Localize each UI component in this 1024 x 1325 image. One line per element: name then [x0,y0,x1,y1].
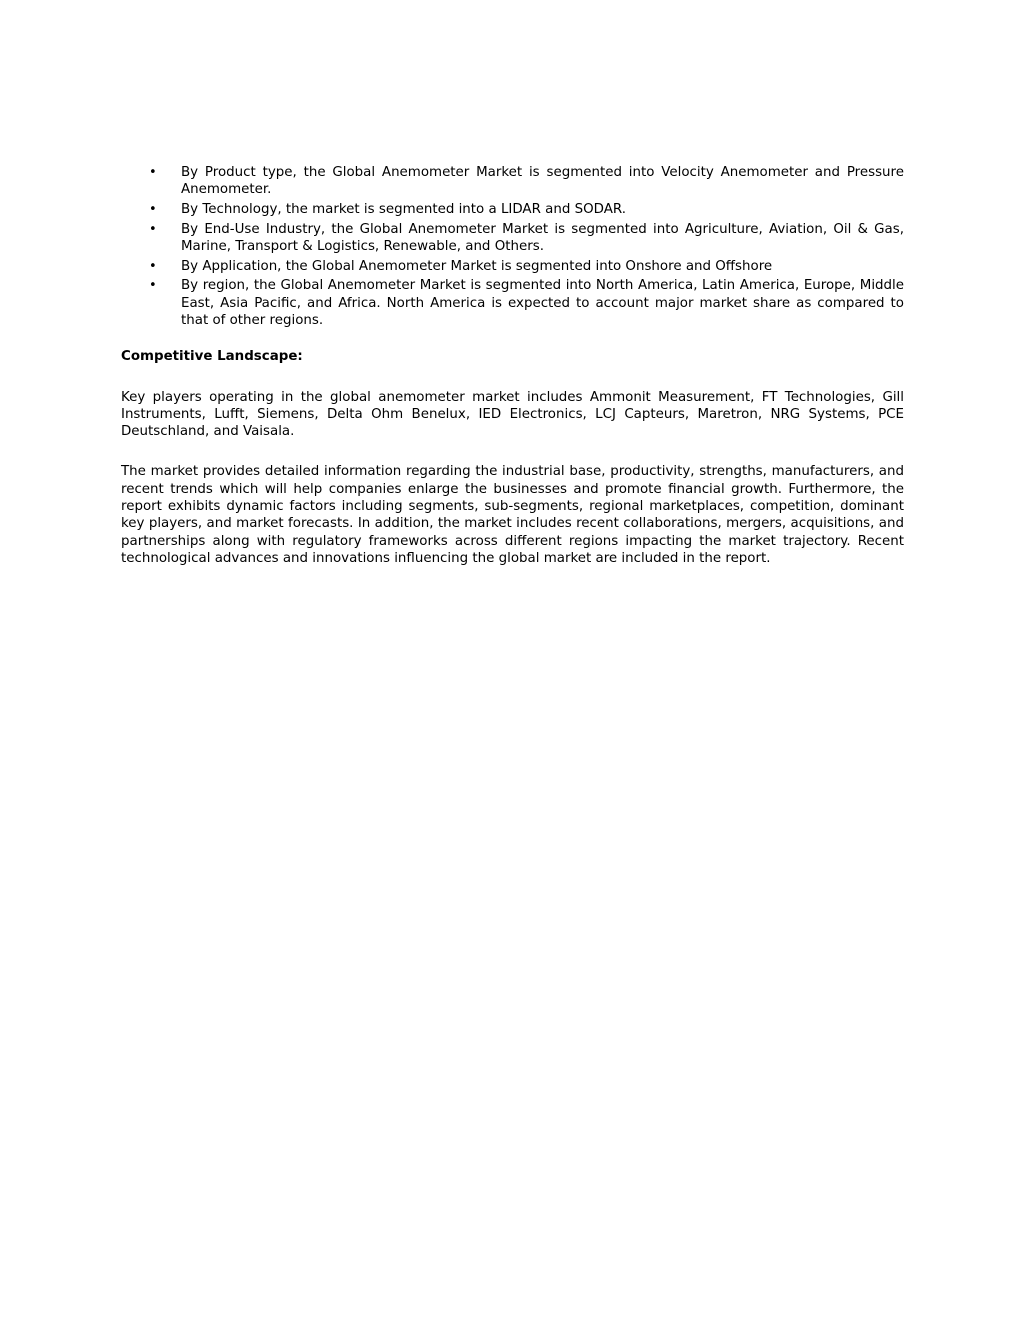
list-item-text: By region, the Global Anemometer Market is segmented into North America, Latin America, Europe, Middle East, Asia Pacific, and Africa. North America is expected to account major market share as compared to that of other regions. [181,278,904,328]
list-item-text: By Product type, the Global Anemometer Market is segmented into Velocity Anemometer and Pressure Anemometer. [181,165,904,198]
bullet-icon: • [149,165,157,180]
bullet-icon: • [149,278,157,294]
market-overview-paragraph: The market provides detailed information regarding the industrial base, productivity, strengths, manufacturers, and recent trends which will help companies enlarge the businesses and promote financial growth. Furthermore, the report exhibits dynamic factors including segments, sub-segments, regional marketplaces, competition, dominant key players, and market forecasts. In addition, the market includes recent collaborations, mergers, acquisitions, and partnerships along with regulatory frameworks across different regions impacting the market trajectory. Recent technological advances and innovations influencing the global market are included in the report. [121,464,904,566]
document-page [121,164,904,567]
list-item [121,164,904,199]
bullet-icon: • [149,201,157,217]
bullet-icon: • [149,221,157,237]
list-item [121,221,904,256]
list-item [121,258,904,275]
list-item-text: By Technology, the market is segmented into a LIDAR and SODAR. [181,201,626,217]
list-item [121,201,904,218]
segmentation-list [121,164,904,329]
list-item-text: By End-Use Industry, the Global Anemometer Market is segmented into Agriculture, Aviation, Oil & Gas, Marine, Transport & Logistics, Renewable, and Others. [181,221,904,254]
key-players-paragraph: Key players operating in the global anemometer market includes Ammonit Measurement, FT Technologies, Gill Instruments, Lufft, Siemens, Delta Ohm Benelux, IED Electronics, LCJ Capteurs, Maretron, NRG Systems, PCE Deutschland, and Vaisala. [121,389,904,440]
list-item [121,277,904,329]
list-item-text: By Application, the Global Anemometer Market is segmented into Onshore and Offshore [181,258,773,274]
bullet-icon: • [149,258,157,274]
section-heading: Competitive Landscape: [121,349,303,365]
